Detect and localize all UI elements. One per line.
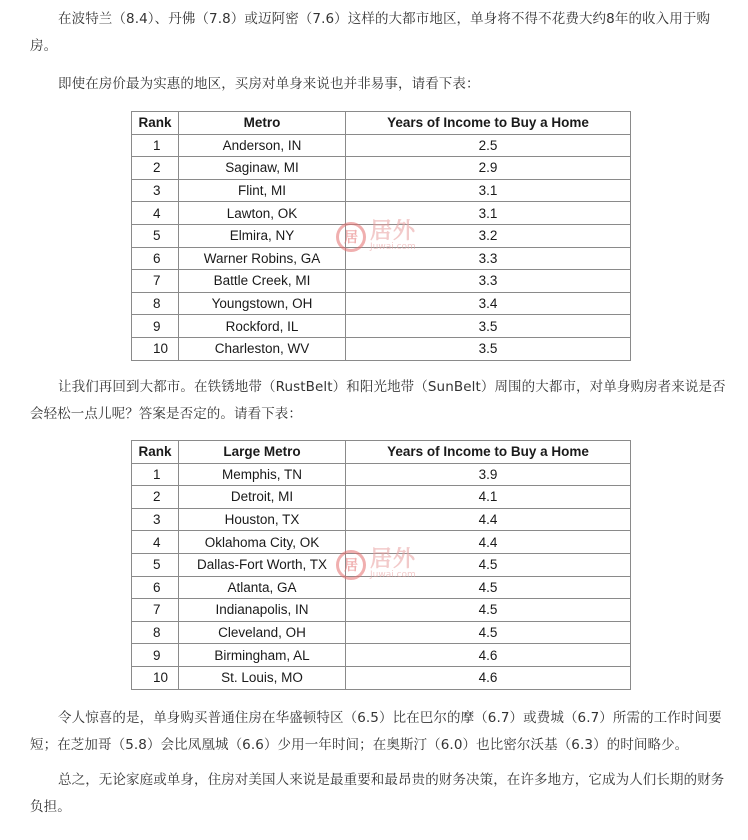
years-cell: 3.5: [346, 315, 631, 338]
rank-cell: 4: [132, 531, 179, 554]
rank-cell: 10: [132, 666, 179, 689]
years-cell: 3.9: [346, 463, 631, 486]
rank-cell: 9: [132, 644, 179, 667]
metro-cell: Charleston, WV: [179, 337, 346, 360]
table-row: [132, 315, 631, 338]
table-row: [132, 270, 631, 293]
rank-cell: 9: [132, 315, 179, 338]
years-cell: 4.6: [346, 666, 631, 689]
table-row: [132, 179, 631, 202]
metro-cell: Birmingham, AL: [179, 644, 346, 667]
years-cell: 2.9: [346, 157, 631, 180]
metro-cell: Detroit, MI: [179, 486, 346, 509]
paragraph-comparison: 令人惊喜的是，单身购买普通住房在华盛顿特区（6.5）比在巴尔的摩（6.7）或费城（6.7）所需的工作时间要短；在芝加哥（5.8）会比凤凰城（6.6）少用一年时间；在奥斯汀（6.0）也比密尔沃基（6.3）的时间略少。: [30, 710, 722, 753]
table-row: [132, 337, 631, 360]
years-cell: 3.1: [346, 202, 631, 225]
metro-cell: Youngstown, OH: [179, 292, 346, 315]
years-cell: 4.4: [346, 508, 631, 531]
juwai-logo-icon: 居: [336, 222, 366, 252]
metro-cell: St. Louis, MO: [179, 666, 346, 689]
table-row: [132, 202, 631, 225]
rank-cell: 10: [132, 337, 179, 360]
metro-cell: Lawton, OK: [179, 202, 346, 225]
juwai-logo-icon: 居: [336, 550, 366, 580]
rank-cell: 6: [132, 576, 179, 599]
metro-cell: Atlanta, GA: [179, 576, 346, 599]
years-cell: 4.5: [346, 621, 631, 644]
rank-cell: 3: [132, 179, 179, 202]
rank-cell: 1: [132, 134, 179, 157]
table-row: [132, 666, 631, 689]
years-cell: 4.1: [346, 486, 631, 509]
years-cell: 4.5: [346, 553, 631, 576]
watermark-cn-text: 居外: [370, 219, 417, 244]
table-row: [132, 576, 631, 599]
years-cell: 4.5: [346, 576, 631, 599]
metro-cell: Battle Creek, MI: [179, 270, 346, 293]
table-row: [132, 157, 631, 180]
column-header-metro: Metro: [179, 112, 346, 135]
years-cell: 4.5: [346, 599, 631, 622]
years-cell: 2.5: [346, 134, 631, 157]
watermark-cn-text: 居外: [370, 547, 417, 572]
rank-cell: 5: [132, 224, 179, 247]
paragraph-intro: 在波特兰（8.4）、丹佛（7.8）或迈阿密（7.6）这样的大都市地区，单身将不得不花费大约8年的收入用于购房。: [30, 11, 711, 54]
metro-cell: Oklahoma City, OK: [179, 531, 346, 554]
table-header-row: [132, 112, 631, 135]
table-row: [132, 508, 631, 531]
table-row: [132, 134, 631, 157]
column-header-large-metro: Large Metro: [179, 441, 346, 464]
table-row: [132, 599, 631, 622]
metro-cell: Elmira, NY: [179, 224, 346, 247]
watermark-en-text: Juwai.com: [370, 242, 416, 252]
table-row: [132, 224, 631, 247]
rank-cell: 8: [132, 621, 179, 644]
column-header-rank: Rank: [132, 441, 179, 464]
table-row: [132, 553, 631, 576]
metro-cell: Cleveland, OH: [179, 621, 346, 644]
paragraph-large-metro-intro: 让我们再回到大都市。在铁锈地带（RustBelt）和阳光地带（SunBelt）周围的大都市，对单身购房者来说是否会轻松一点儿呢？答案是否定的。请看下表：: [30, 379, 726, 422]
metro-cell: Flint, MI: [179, 179, 346, 202]
table-header-row: [132, 441, 631, 464]
rank-cell: 7: [132, 599, 179, 622]
affordable-metros-table: [131, 111, 631, 361]
rank-cell: 1: [132, 463, 179, 486]
table-row: [132, 621, 631, 644]
metro-cell: Saginaw, MI: [179, 157, 346, 180]
years-cell: 3.1: [346, 179, 631, 202]
rank-cell: 7: [132, 270, 179, 293]
rank-cell: 4: [132, 202, 179, 225]
column-header-years: Years of Income to Buy a Home: [346, 112, 631, 135]
years-cell: 4.4: [346, 531, 631, 554]
metro-cell: Anderson, IN: [179, 134, 346, 157]
metro-cell: Warner Robins, GA: [179, 247, 346, 270]
rank-cell: 3: [132, 508, 179, 531]
table-row: [132, 247, 631, 270]
paragraph-conclusion: 总之，无论家庭或单身，住房对美国人来说是最重要和最昂贵的财务决策，在许多地方，它成为人们长期的财务负担。: [30, 772, 725, 815]
column-header-rank: Rank: [132, 112, 179, 135]
rank-cell: 5: [132, 553, 179, 576]
metro-cell: Memphis, TN: [179, 463, 346, 486]
rank-cell: 2: [132, 157, 179, 180]
metro-cell: Houston, TX: [179, 508, 346, 531]
years-cell: 3.2: [346, 224, 631, 247]
years-cell: 3.4: [346, 292, 631, 315]
years-cell: 4.6: [346, 644, 631, 667]
years-cell: 3.5: [346, 337, 631, 360]
column-header-years: Years of Income to Buy a Home: [346, 441, 631, 464]
rank-cell: 6: [132, 247, 179, 270]
rank-cell: 8: [132, 292, 179, 315]
years-cell: 3.3: [346, 270, 631, 293]
table-row: [132, 463, 631, 486]
metro-cell: Dallas-Fort Worth, TX: [179, 553, 346, 576]
watermark-en-text: Juwai.com: [370, 570, 416, 580]
rank-cell: 2: [132, 486, 179, 509]
metro-cell: Rockford, IL: [179, 315, 346, 338]
table-row: [132, 531, 631, 554]
metro-cell: Indianapolis, IN: [179, 599, 346, 622]
table-row: [132, 486, 631, 509]
large-metros-table: [131, 440, 631, 690]
table-row: [132, 644, 631, 667]
paragraph-affordable-intro: 即使在房价最为实惠的地区，买房对单身来说也并非易事，请看下表：: [58, 76, 480, 92]
table-row: [132, 292, 631, 315]
years-cell: 3.3: [346, 247, 631, 270]
